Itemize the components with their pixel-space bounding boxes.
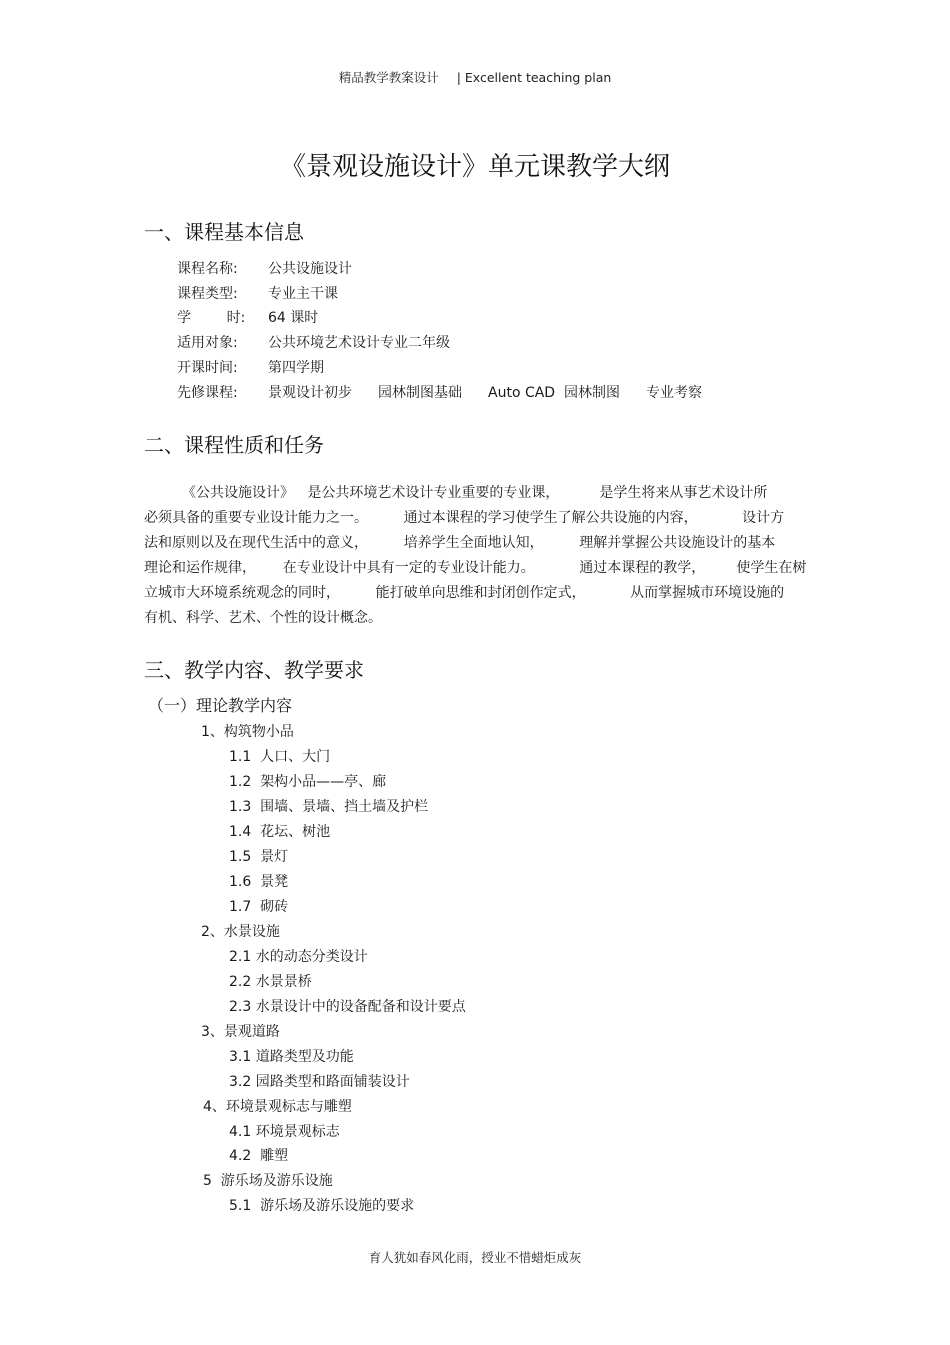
outline-subitem: 1.5 景灯 [229,849,289,865]
header-right: | Excellent teaching plan [456,70,612,85]
document-title: 《景观设施设计》单元课教学大纲 [279,152,670,182]
info-label: 课程类型: [177,286,238,302]
info-label: 适用对象: [177,335,238,351]
info-value: 公共环境艺术设计专业二年级 [268,335,450,351]
info-value: 专业主干课 [268,286,338,302]
section-heading-nature-tasks: 二、课程性质和任务 [144,433,324,457]
paragraph-line: 《公共设施设计》 是公共环境艺术设计专业重要的专业课， 是学生将来从事艺术设计所 [182,485,768,501]
outline-subitem: 2.2 水景景桥 [229,974,312,990]
section-heading-content-requirements: 三、教学内容、教学要求 [144,658,364,682]
info-label: 先修课程: [177,385,238,401]
outline-subitem: 1.6 景凳 [229,874,289,890]
page-footer: 育人犹如春风化雨，授业不惜蜡炬成灰 [368,1250,582,1265]
outline-item: 1、构筑物小品 [201,724,294,740]
outline-item: 4、环境景观标志与雕塑 [203,1099,352,1115]
info-label: 课程名称: [177,261,238,277]
outline-subitem: 4.2 雕塑 [229,1148,289,1164]
outline-subitem: 2.3 水景设计中的设备配备和设计要点 [229,999,466,1015]
prerequisite-item: 园林制图基础 [378,385,462,401]
paragraph-line: 法和原则以及在现代生活中的意义， 培养学生全面地认知， 理解并掌握公共设施设计的基本 [144,535,776,551]
outline-subitem: 2.1 水的动态分类设计 [229,949,368,965]
paragraph-line: 立城市大环境系统观念的同时， 能打破单向思维和封闭创作定式， 从而掌握城市环境设施的 [144,585,785,601]
outline-subitem: 1.2 架构小品——亭、廊 [229,774,387,790]
outline-subitem: 3.1 道路类型及功能 [229,1049,354,1065]
header-left: 精品教学教案设计 [338,70,439,85]
outline-item: 2、水景设施 [201,924,280,940]
paragraph-line: 理论和运作规律， 在专业设计中具有一定的专业设计能力。 通过本课程的教学， 使学生在树 [144,560,807,576]
outline-item: 3、景观道路 [201,1024,280,1040]
prerequisite-item: Auto CAD 园林制图 [488,385,620,401]
outline-subitem: 1.1 人口、大门 [229,749,331,765]
info-value: 第四学期 [268,360,324,376]
info-value: 64 课时 [268,310,319,326]
prerequisite-item: 景观设计初步 [268,385,352,401]
outline-item: 5 游乐场及游乐设施 [203,1173,333,1189]
paragraph-line: 必须具备的重要专业设计能力之一。 通过本课程的学习使学生了解公共设施的内容， 设计方 [144,510,785,526]
prerequisite-item: 专业考察 [646,385,702,401]
page-header [0,68,950,86]
info-value: 公共设施设计 [268,261,352,277]
info-label: 学 时: [177,310,246,326]
prerequisite-list [268,382,728,402]
outline-subitem: 1.4 花坛、树池 [229,824,331,840]
subsection-heading-theory: （一）理论教学内容 [148,696,293,715]
outline-subitem: 5.1 游乐场及游乐设施的要求 [229,1198,415,1214]
outline-subitem: 4.1 环境景观标志 [229,1124,340,1140]
section-heading-basic-info: 一、课程基本信息 [144,220,304,244]
outline-subitem: 1.3 围墙、景墙、挡土墙及护栏 [229,799,429,815]
outline-subitem: 3.2 园路类型和路面铺装设计 [229,1074,410,1090]
paragraph-line: 有机、科学、艺术、个性的设计概念。 [144,610,382,626]
info-label: 开课时间: [177,360,238,376]
outline-subitem: 1.7 砌砖 [229,899,289,915]
